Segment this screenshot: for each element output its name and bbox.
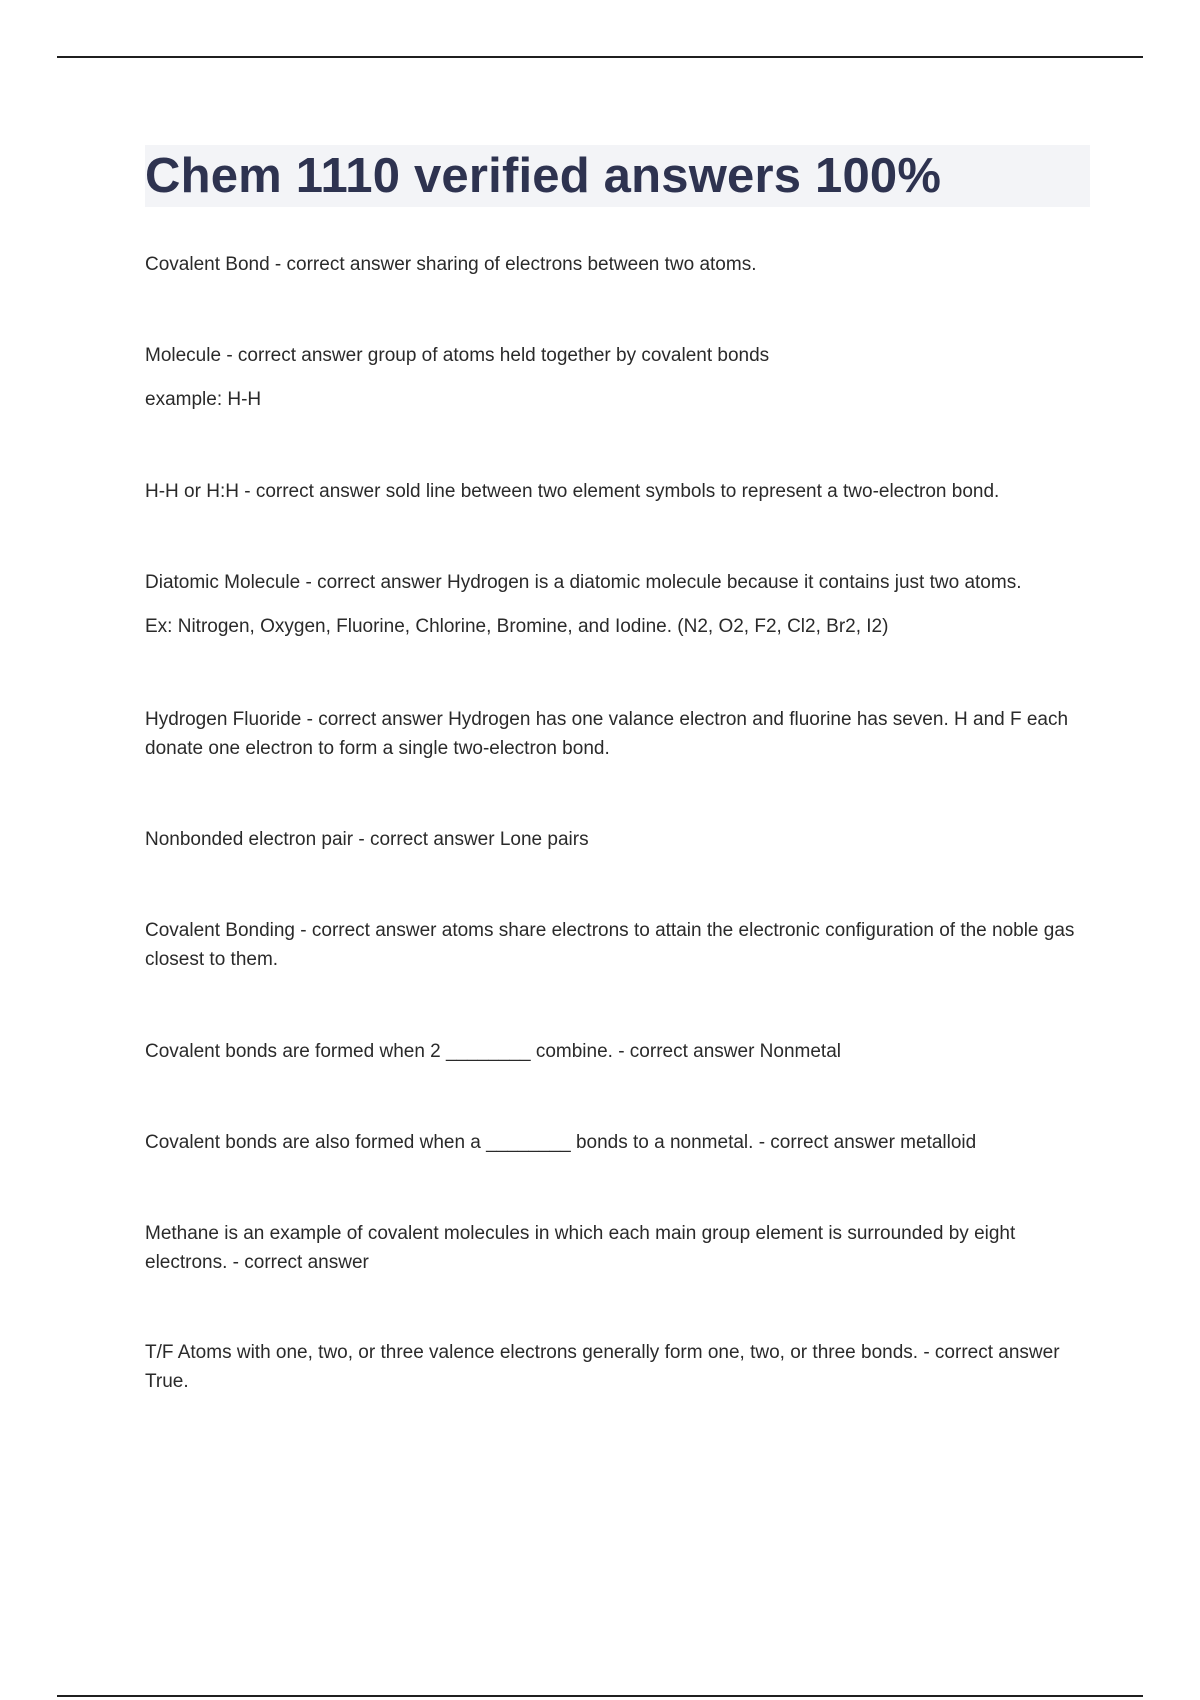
- qa-entry-hh: [145, 477, 1090, 506]
- qa-text: Nonbonded electron pair - correct answer Lone pairs: [145, 829, 589, 850]
- qa-text: Covalent bonds are formed when 2 ________ combine. - correct answer Nonmetal: [145, 1041, 841, 1062]
- qa-entry-diatomic-molecule: [145, 568, 1090, 641]
- bottom-rule: [57, 1695, 1143, 1697]
- top-rule: [57, 56, 1143, 58]
- qa-text: H-H or H:H - correct answer sold line between two element symbols to represent a two-electron bond.: [145, 481, 1000, 502]
- qa-entry-covalent-bond: [145, 250, 1090, 279]
- qa-entry-nonmetal: [145, 1037, 1090, 1066]
- qa-text: Covalent Bond - correct answer sharing of electrons between two atoms.: [145, 254, 757, 275]
- qa-text: Hydrogen Fluoride - correct answer Hydrogen has one valance electron and fluorine has seven. H and F each donate one electron to form a single two-electron bond.: [145, 709, 1069, 759]
- qa-example-text: Ex: Nitrogen, Oxygen, Fluorine, Chlorine, Bromine, and Iodine. (N2, O2, F2, Cl2, Br2, I2): [145, 616, 889, 637]
- qa-entry-methane: [145, 1219, 1090, 1277]
- qa-text: Diatomic Molecule - correct answer Hydrogen is a diatomic molecule because it contains just two atoms.: [145, 572, 1022, 593]
- qa-entry-hydrogen-fluoride: [145, 705, 1090, 763]
- qa-entry-true-false: [145, 1338, 1090, 1396]
- qa-entry-nonbonded-pair: [145, 825, 1090, 854]
- qa-text: Methane is an example of covalent molecules in which each main group element is surrounded by eight electrons. - correct answer: [145, 1223, 1016, 1273]
- qa-text: T/F Atoms with one, two, or three valence electrons generally form one, two, or three bonds. - correct answer True.: [145, 1342, 1060, 1392]
- document-title: Chem 1110 verified answers 100%: [145, 149, 942, 203]
- qa-entry-metalloid: [145, 1128, 1090, 1157]
- qa-example-text: example: H-H: [145, 389, 262, 410]
- qa-text: Covalent Bonding - correct answer atoms share electrons to attain the electronic configuration of the noble gas closest to them.: [145, 920, 1075, 970]
- qa-entry-molecule: [145, 341, 1090, 414]
- qa-entry-covalent-bonding: [145, 916, 1090, 974]
- qa-text: Covalent bonds are also formed when a ________ bonds to a nonmetal. - correct answer metalloid: [145, 1132, 977, 1153]
- qa-text: Molecule - correct answer group of atoms held together by covalent bonds: [145, 345, 770, 366]
